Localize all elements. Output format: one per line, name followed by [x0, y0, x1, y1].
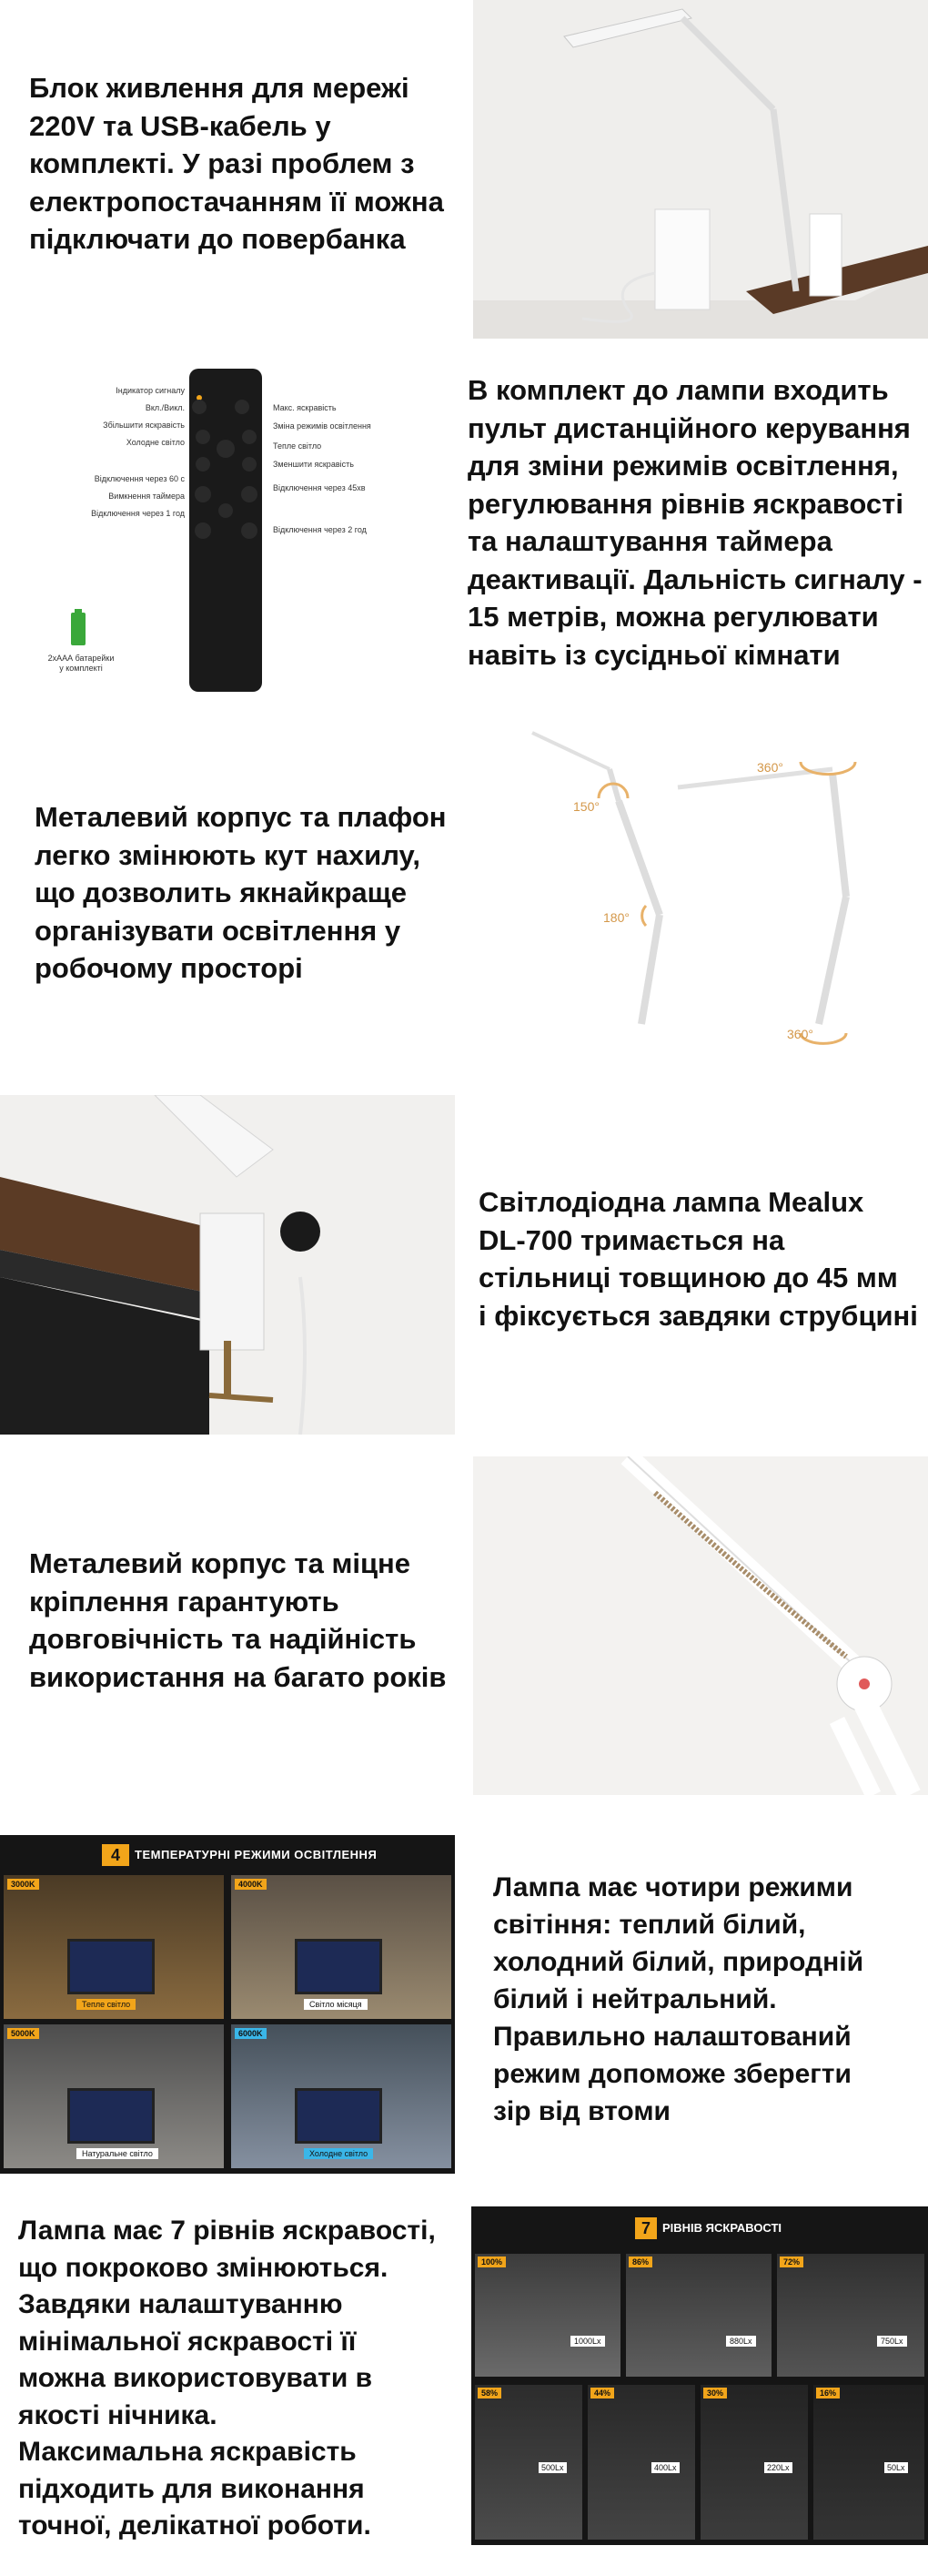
brightness-tile-86: [626, 2254, 772, 2377]
tile-pct-badge: 72%: [780, 2257, 803, 2267]
tile-lux-label: 400Lx: [651, 2462, 680, 2473]
label-off-60s: Відключення через 60 с: [94, 474, 185, 483]
lamp-powerbank-photo: [473, 0, 928, 339]
tile-lux-label: 220Lx: [764, 2462, 792, 2473]
tile-temp-badge: 3000K: [7, 1879, 39, 1890]
modes-tile-1: [4, 1875, 224, 2019]
label-cold-light: Холодне світло: [126, 438, 185, 447]
tile-temp-badge: 4000K: [235, 1879, 267, 1890]
brightness-tile-16: [813, 2385, 924, 2540]
tile-lux-label: 750Lx: [877, 2336, 907, 2347]
angle-label-180: 180°: [603, 910, 630, 925]
brightness-levels-panel: [471, 2206, 928, 2545]
tile-lux-label: 50Lx: [884, 2462, 908, 2473]
tile-mode-label: Холодне світло: [304, 2148, 373, 2159]
brightness-tile-44: [588, 2385, 695, 2540]
tile-pct-badge: 86%: [629, 2257, 652, 2267]
temperature-modes-panel: [0, 1835, 455, 2174]
tile-temp-badge: 6000K: [235, 2028, 267, 2039]
angles-diagram: [473, 724, 928, 1060]
modes-tile-4: [231, 2024, 451, 2168]
label-max-brightness: Макс. яскравість: [273, 403, 337, 412]
tile-pct-badge: 16%: [816, 2388, 840, 2399]
brightness-tile-72: [777, 2254, 924, 2377]
section-7-text: Лампа має 7 рівнів яскравості, що покроково змінюються. Завдяки налаштуванню мінімальної яскравості її можна використовувати в якості нічника. Максимальна яскравість підходить для виконання точної, делікатної роботи.: [18, 2216, 436, 2541]
brightness-tile-58: [475, 2385, 582, 2540]
tile-temp-badge: 5000K: [7, 2028, 39, 2039]
tile-lux-label: 500Lx: [539, 2462, 567, 2473]
tile-pct-badge: 44%: [590, 2388, 614, 2399]
brightness-number-badge: 7: [635, 2217, 657, 2239]
section-3-text: Металевий корпус та плафон легко змінюють кут нахилу, що дозволить якнайкраще організувати освітлення у робочому просторі: [35, 801, 447, 984]
angle-label-360-top: 360°: [757, 760, 783, 775]
tile-mode-label: Тепле світло: [76, 1999, 136, 2010]
section-4-text: Світлодіодна лампа Mealux DL-700 тримається на стільниці товщиною до 45 мм і фіксується завдяки струбцині: [479, 1186, 918, 1332]
brightness-tile-100: [475, 2254, 620, 2377]
label-signal-indicator: Індикатор сигналу: [116, 386, 185, 395]
battery-note: 2хААА батарейки у комплекті: [47, 654, 115, 673]
tile-mode-label: Світло місяця: [304, 1999, 368, 2010]
section-5-text: Металевий корпус та міцне кріплення гарантують довговічність та надійність використання на багато років: [29, 1547, 447, 1693]
label-warm-light: Тепле світло: [273, 441, 322, 451]
modes-title: ТЕМПЕРАТУРНІ РЕЖИМИ ОСВІТЛЕННЯ: [135, 1848, 378, 1861]
label-mode-change: Зміна режимів освітлення: [273, 421, 371, 431]
tile-pct-badge: 100%: [478, 2257, 506, 2267]
label-off-2h: Відключення через 2 год: [273, 525, 367, 534]
brightness-title: РІВНІВ ЯСКРАВОСТІ: [662, 2221, 782, 2235]
modes-number-badge: 4: [102, 1844, 129, 1866]
angle-label-150: 150°: [573, 799, 600, 814]
tile-pct-badge: 30%: [703, 2388, 727, 2399]
remote-right-labels: [273, 402, 417, 543]
label-brighter: Збільшити яскравість: [103, 421, 185, 430]
brightness-tile-30: [701, 2385, 808, 2540]
clamp-photo: [0, 1095, 455, 1435]
modes-tile-2: [231, 1875, 451, 2019]
remote-diagram: [35, 360, 417, 705]
tile-pct-badge: 58%: [478, 2388, 501, 2399]
label-off-1h: Відключення через 1 год: [91, 509, 185, 518]
label-timer-off: Вимкнення таймера: [108, 492, 185, 501]
label-dimmer: Зменшити яскравість: [273, 460, 354, 469]
section-1-text: Блок живлення для мережі 220V та USB-кабель у комплекті. У разі проблем з електропостачанням її можна підключати до повербанка: [29, 72, 444, 255]
section-6-text: Лампа має чотири режими світіння: теплий білий, холодний білий, природній білий і нейтральний. Правильно налаштований режим допоможе зберегти зір від втоми: [493, 1872, 864, 2126]
angle-label-360-base: 360°: [787, 1027, 813, 1041]
remote-left-labels: [35, 385, 185, 525]
label-off-45m: Відключення через 45хв: [273, 483, 366, 492]
tile-lux-label: 880Lx: [726, 2336, 756, 2347]
modes-tile-3: [4, 2024, 224, 2168]
spring-arm-photo: [473, 1456, 928, 1795]
label-power: Вкл./Викл.: [145, 403, 185, 412]
tile-lux-label: 1000Lx: [570, 2336, 605, 2347]
section-2-text: В комплект до лампи входить пульт дистанційного керування для зміни режимів освітлення, регулювання рівнів яскравості та налаштування таймера деактивації. Дальність сигналу - 15 метрів, можна регулювати навіть із сусідньої кімнати: [468, 374, 923, 671]
tile-mode-label: Натуральне світло: [76, 2148, 158, 2159]
